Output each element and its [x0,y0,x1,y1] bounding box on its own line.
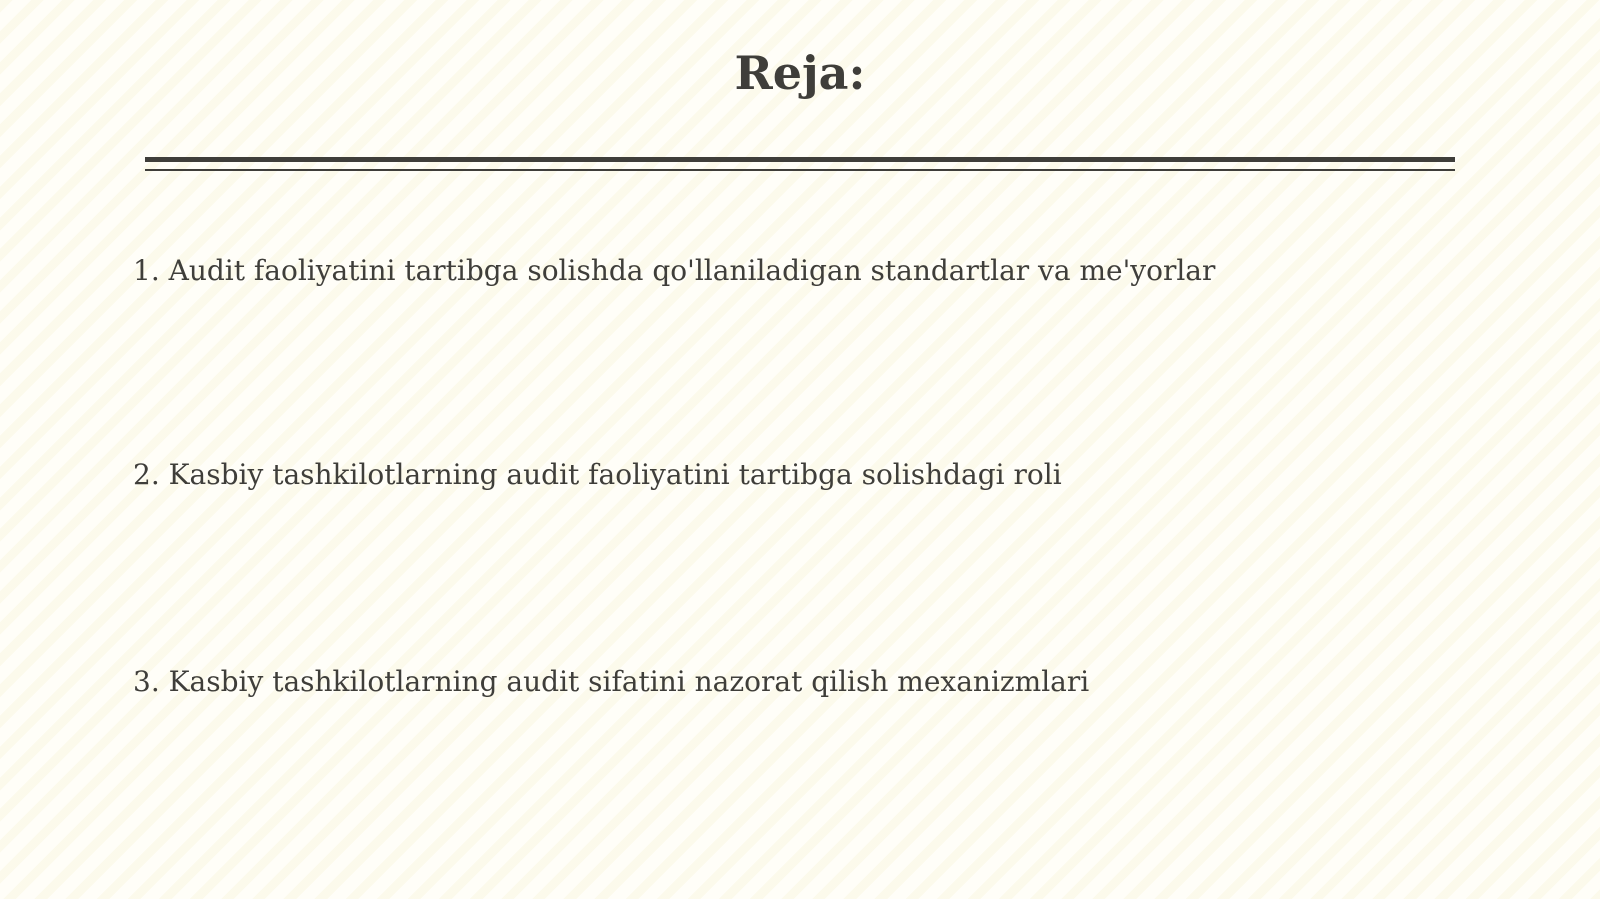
slide-title: Reja: [734,46,866,100]
title-divider-thick [145,157,1455,162]
plan-item-number: 1. [133,254,160,287]
plan-item-text: Kasbiy tashkilotlarning audit faoliyatini tartibga solishdagi roli [168,458,1062,491]
plan-item-number: 3. [133,665,160,698]
plan-item [133,662,1089,702]
plan-item [133,251,1215,291]
plan-item-number: 2. [133,458,160,491]
plan-item-text: Kasbiy tashkilotlarning audit sifatini nazorat qilish mexanizmlari [168,665,1090,698]
plan-item-text: Audit faoliyatini tartibga solishda qo'llaniladigan standartlar va me'yorlar [168,254,1216,287]
plan-item [133,455,1062,495]
title-divider-thin [145,169,1455,171]
